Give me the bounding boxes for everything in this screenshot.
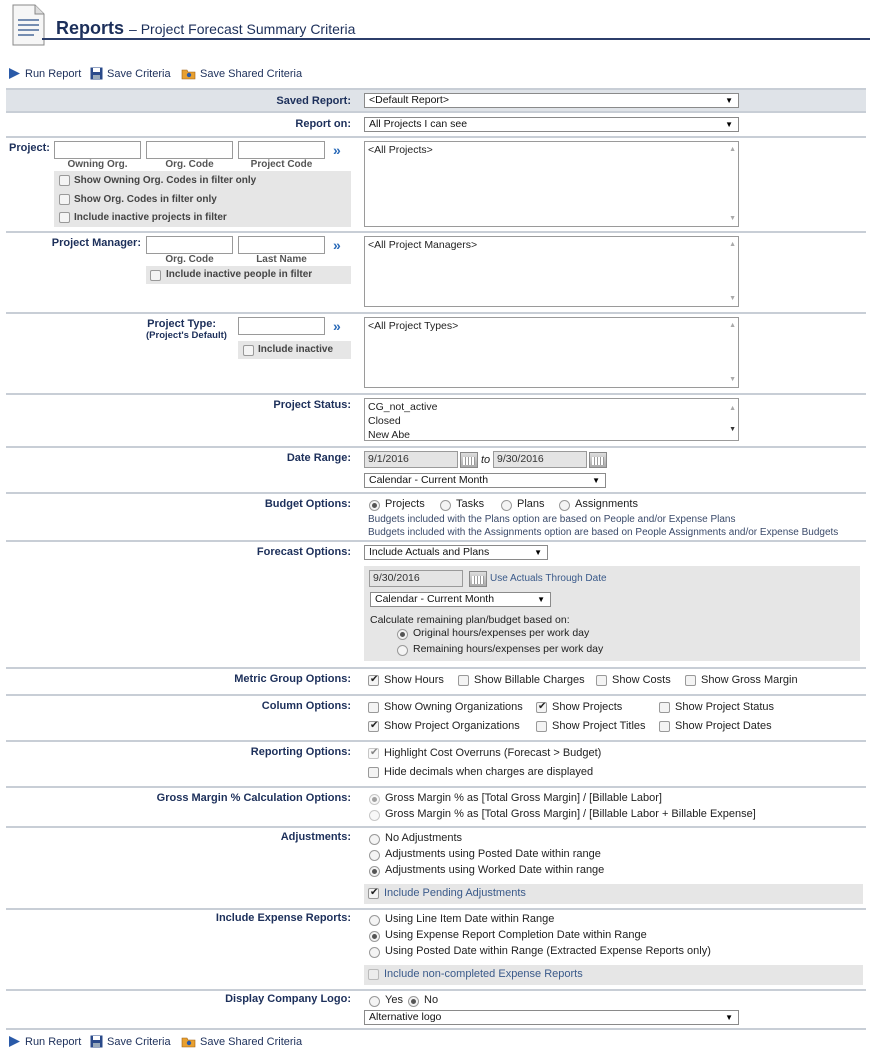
- divider: [6, 667, 866, 669]
- project-managers-listbox[interactable]: <All Project Managers> ▲ ▼: [364, 236, 739, 307]
- include-inactive-types-text: Include inactive: [258, 344, 334, 355]
- saved-report-select[interactable]: <Default Report> ▼: [364, 93, 739, 108]
- calc-remaining-radio[interactable]: [397, 645, 408, 656]
- column-options-label: Column Options:: [261, 700, 351, 712]
- show-project-status-checkbox[interactable]: [659, 702, 670, 713]
- divider: [6, 989, 866, 991]
- show-org-codes-checkbox[interactable]: [59, 194, 70, 205]
- show-billable-charges-text: Show Billable Charges: [474, 674, 585, 686]
- header-divider: [42, 38, 870, 40]
- calc-remaining-label: Calculate remaining plan/budget based on:: [370, 614, 570, 626]
- chevron-right-icon[interactable]: »: [333, 237, 341, 253]
- project-manager-label: Project Manager:: [51, 237, 141, 249]
- forecast-options-label: Forecast Options:: [256, 546, 351, 558]
- logo-no-radio[interactable]: [408, 996, 419, 1007]
- adjustments-posted-radio[interactable]: [369, 850, 380, 861]
- calendar-icon[interactable]: [589, 452, 607, 468]
- divider: [6, 446, 866, 448]
- play-icon: [8, 1035, 21, 1048]
- include-pending-adjustments-text: Include Pending Adjustments: [384, 887, 526, 899]
- include-pending-adjustments-checkbox[interactable]: [368, 888, 379, 899]
- pm-last-name-input[interactable]: [238, 236, 325, 254]
- date-from-input[interactable]: 9/1/2016: [364, 451, 458, 468]
- show-owning-org-codes-checkbox[interactable]: [59, 175, 70, 186]
- budget-projects-text: Projects: [385, 498, 425, 510]
- show-project-titles-text: Show Project Titles: [552, 720, 646, 732]
- budget-assignments-radio[interactable]: [559, 500, 570, 511]
- logo-yes-radio[interactable]: [369, 996, 380, 1007]
- date-range-label: Date Range:: [286, 452, 351, 464]
- budget-options-label: Budget Options:: [264, 498, 351, 510]
- shared-folder-icon: [181, 67, 196, 80]
- project-status-label: Project Status:: [273, 399, 351, 411]
- divider: [6, 231, 866, 233]
- run-report-button[interactable]: Run Report: [8, 1035, 81, 1048]
- show-project-status-text: Show Project Status: [675, 701, 775, 713]
- show-project-orgs-text: Show Project Organizations: [384, 720, 520, 732]
- shared-folder-icon: [181, 1035, 196, 1048]
- show-costs-text: Show Costs: [612, 674, 671, 686]
- show-project-dates-text: Show Project Dates: [675, 720, 772, 732]
- gm-billable-labor-expense-text: Gross Margin % as [Total Gross Margin] / [Billable Labor + Billable Expense]: [385, 808, 756, 820]
- logo-yes-text: Yes: [385, 994, 403, 1006]
- project-type-label: Project Type:: [147, 318, 216, 330]
- divider: [6, 826, 866, 828]
- gm-billable-labor-radio[interactable]: [369, 794, 380, 805]
- show-project-orgs-checkbox[interactable]: [368, 721, 379, 732]
- project-status-listbox[interactable]: CG_not_active Closed New Abe ▲ ▼: [364, 398, 739, 441]
- reporting-options-label: Reporting Options:: [250, 746, 351, 758]
- project-label: Project:: [9, 142, 50, 154]
- budget-projects-radio[interactable]: [369, 500, 380, 511]
- show-owning-org-codes-text: Show Owning Org. Codes in filter only: [74, 175, 257, 186]
- budget-plans-text: Plans: [517, 498, 545, 510]
- pm-org-code-input[interactable]: [146, 236, 233, 254]
- show-hours-checkbox[interactable]: [368, 675, 379, 686]
- show-projects-checkbox[interactable]: [536, 702, 547, 713]
- calc-original-text: Original hours/expenses per work day: [413, 627, 590, 639]
- page-title: Reports – Project Forecast Summary Criteria: [56, 18, 356, 38]
- gm-billable-labor-text: Gross Margin % as [Total Gross Margin] / [Billable Labor]: [385, 792, 662, 804]
- project-code-label: Project Code: [250, 159, 313, 170]
- project-types-listbox[interactable]: <All Project Types> ▲ ▼: [364, 317, 739, 388]
- budget-tasks-radio[interactable]: [440, 500, 451, 511]
- include-inactive-types-checkbox[interactable]: [243, 345, 254, 356]
- show-project-titles-checkbox[interactable]: [536, 721, 547, 732]
- budget-tasks-text: Tasks: [456, 498, 485, 510]
- list-item[interactable]: Closed: [368, 415, 401, 427]
- include-noncompleted-checkbox[interactable]: [368, 969, 379, 980]
- save-criteria-button[interactable]: Save Criteria: [90, 1035, 171, 1048]
- owning-org-label: Owning Org.: [67, 159, 128, 170]
- show-hours-text: Show Hours: [384, 674, 444, 686]
- project-type-sublabel: (Project's Default): [146, 330, 227, 341]
- run-report-button[interactable]: Run Report: [8, 67, 81, 80]
- chevron-right-icon[interactable]: »: [333, 318, 341, 334]
- include-inactive-projects-text: Include inactive projects in filter: [74, 212, 227, 223]
- save-criteria-button[interactable]: Save Criteria: [90, 67, 171, 80]
- org-code-input[interactable]: [146, 141, 233, 159]
- calc-original-radio[interactable]: [397, 629, 408, 640]
- budget-note-plans: Budgets included with the Plans option are based on People and/or Expense Plans: [368, 514, 736, 525]
- list-item[interactable]: CG_not_active: [368, 401, 438, 413]
- show-org-codes-text: Show Org. Codes in filter only: [74, 194, 217, 205]
- pm-last-name-label: Last Name: [256, 254, 307, 265]
- budget-note-assignments: Budgets included with the Assignments option are based on People Assignments and/or Expense Budgets: [368, 527, 839, 538]
- budget-plans-radio[interactable]: [501, 500, 512, 511]
- logo-no-text: No: [424, 994, 439, 1006]
- forecast-select[interactable]: Include Actuals and Plans ▼: [364, 545, 548, 560]
- expense-completion-text: Using Expense Report Completion Date within Range: [385, 929, 647, 941]
- expense-posted-text: Using Posted Date within Range (Extracted Expense Reports only): [385, 945, 711, 957]
- divider: [6, 492, 866, 494]
- divider: [6, 908, 866, 910]
- calendar-icon[interactable]: [469, 571, 487, 587]
- save-shared-criteria-button[interactable]: Save Shared Criteria: [181, 67, 302, 80]
- hide-decimals-text: Hide decimals when charges are displayed: [384, 766, 594, 778]
- floppy-icon: [90, 67, 103, 80]
- show-projects-text: Show Projects: [552, 701, 623, 713]
- expense-reports-label: Include Expense Reports:: [215, 912, 351, 924]
- include-inactive-people-checkbox[interactable]: [150, 270, 161, 281]
- date-to-input[interactable]: 9/30/2016: [493, 451, 587, 468]
- save-shared-criteria-button[interactable]: Save Shared Criteria: [181, 1035, 302, 1048]
- adjustments-posted-text: Adjustments using Posted Date within range: [385, 848, 601, 860]
- no-adjustments-text: No Adjustments: [385, 832, 463, 844]
- chevron-right-icon[interactable]: »: [333, 142, 341, 158]
- project-type-input[interactable]: [238, 317, 325, 335]
- report-on-select[interactable]: All Projects I can see ▼: [364, 117, 739, 132]
- report-on-label: Report on:: [295, 118, 351, 130]
- show-billable-charges-checkbox[interactable]: [458, 675, 469, 686]
- expense-line-item-text: Using Line Item Date within Range: [385, 913, 555, 925]
- divider: [6, 540, 866, 542]
- floppy-icon: [90, 1035, 103, 1048]
- include-noncompleted-text: Include non-completed Expense Reports: [384, 968, 583, 980]
- projects-listbox[interactable]: <All Projects> ▲ ▼: [364, 141, 739, 227]
- highlight-cost-overruns-checkbox[interactable]: [368, 748, 379, 759]
- adjustments-label: Adjustments:: [280, 831, 351, 843]
- expense-completion-radio[interactable]: [369, 931, 380, 942]
- show-owning-orgs-text: Show Owning Organizations: [384, 701, 523, 713]
- calendar-icon[interactable]: [460, 452, 478, 468]
- show-gross-margin-text: Show Gross Margin: [701, 674, 798, 686]
- show-owning-orgs-checkbox[interactable]: [368, 702, 379, 713]
- use-actuals-through-date-text: Use Actuals Through Date: [490, 573, 607, 584]
- divider: [6, 393, 866, 395]
- highlight-cost-overruns-text: Highlight Cost Overruns (Forecast > Budget): [384, 747, 602, 759]
- expense-line-item-radio[interactable]: [369, 915, 380, 926]
- adjustments-worked-text: Adjustments using Worked Date within range: [385, 864, 605, 876]
- expense-posted-radio[interactable]: [369, 947, 380, 958]
- divider: [6, 740, 866, 742]
- divider: [6, 136, 866, 138]
- owning-org-input[interactable]: [54, 141, 141, 159]
- budget-assignments-text: Assignments: [575, 498, 638, 510]
- forecast-date-input[interactable]: 9/30/2016: [369, 570, 463, 587]
- adjustments-worked-radio[interactable]: [369, 866, 380, 877]
- hide-decimals-checkbox[interactable]: [368, 767, 379, 778]
- report-doc-icon: [10, 4, 46, 46]
- org-code-label: Org. Code: [165, 159, 214, 170]
- date-period-select[interactable]: Calendar - Current Month ▼: [364, 473, 606, 488]
- play-icon: [8, 67, 21, 80]
- date-to-label: to: [481, 454, 491, 466]
- forecast-period-select[interactable]: Calendar - Current Month ▼: [370, 592, 551, 607]
- show-gross-margin-checkbox[interactable]: [685, 675, 696, 686]
- include-inactive-projects-checkbox[interactable]: [59, 212, 70, 223]
- show-project-dates-checkbox[interactable]: [659, 721, 670, 732]
- no-adjustments-radio[interactable]: [369, 834, 380, 845]
- divider: [6, 1028, 866, 1030]
- gross-margin-label: Gross Margin % Calculation Options:: [156, 792, 351, 804]
- logo-select[interactable]: Alternative logo ▼: [364, 1010, 739, 1025]
- show-costs-checkbox[interactable]: [596, 675, 607, 686]
- calc-remaining-text: Remaining hours/expenses per work day: [413, 643, 604, 655]
- saved-report-label: Saved Report:: [276, 95, 351, 107]
- include-inactive-people-text: Include inactive people in filter: [166, 269, 313, 280]
- list-item[interactable]: New Abe: [368, 429, 411, 441]
- pm-org-code-label: Org. Code: [165, 254, 214, 265]
- divider: [6, 694, 866, 696]
- gm-billable-labor-expense-radio[interactable]: [369, 810, 380, 821]
- divider: [6, 312, 866, 314]
- metric-group-label: Metric Group Options:: [234, 673, 351, 685]
- divider: [6, 786, 866, 788]
- display-logo-label: Display Company Logo:: [225, 993, 351, 1005]
- project-code-input[interactable]: [238, 141, 325, 159]
